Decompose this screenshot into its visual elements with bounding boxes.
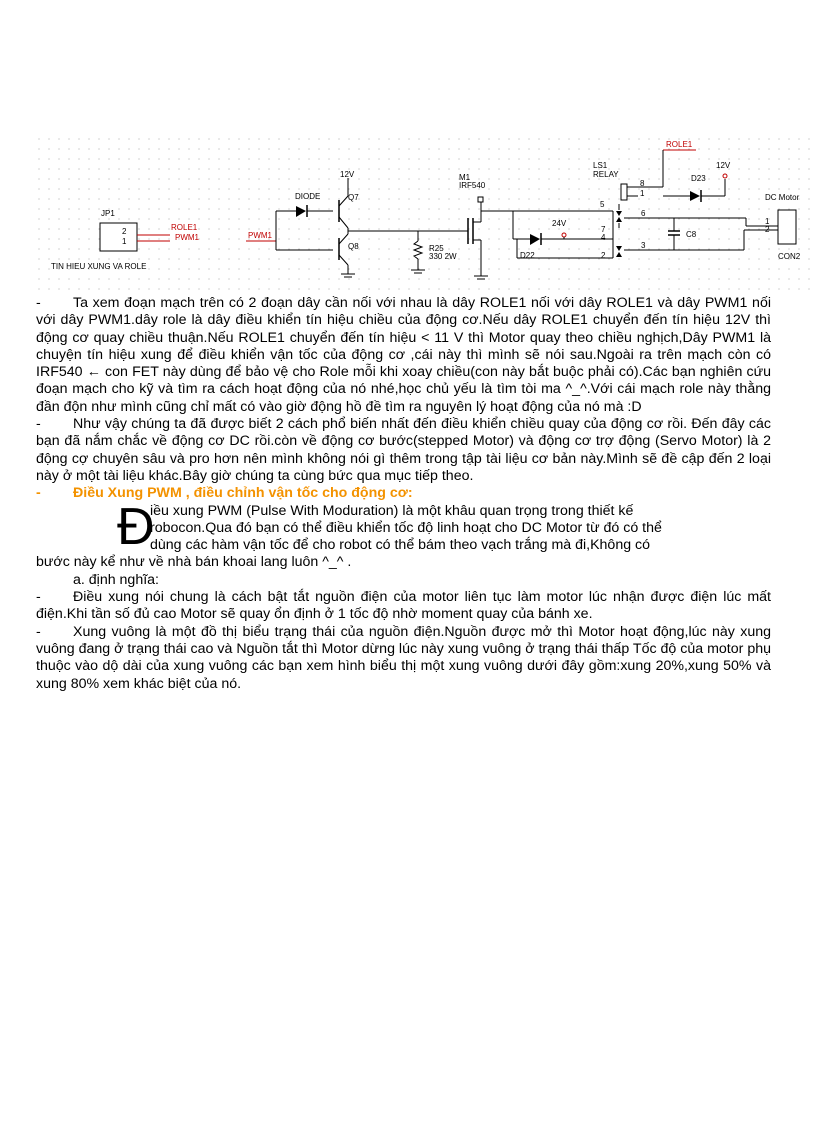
- bullet-dash: -: [36, 623, 41, 640]
- r25-label: R25: [429, 244, 444, 253]
- paragraph-4: [36, 624, 771, 693]
- subheading-a: a. định nghĩa:: [73, 571, 159, 588]
- dropcap-line-1: iều xung PWM (Pulse With Moduration) là một khâu quan trọng trong thiết kế: [150, 502, 634, 519]
- dropcap-line-4: bước này kể như về nhà bán khoai lang luôn ^_^ .: [36, 554, 352, 571]
- bullet-dash: -: [36, 416, 41, 433]
- m1-label: M1: [459, 173, 471, 182]
- v12-right-label: 12V: [716, 161, 731, 170]
- schematic-grid: [38, 138, 812, 294]
- v24-label: 24V: [552, 219, 567, 228]
- relay-pin6: 6: [641, 209, 646, 218]
- paragraph-2: [36, 416, 771, 485]
- v12-left-label: 12V: [340, 170, 355, 179]
- jp1-label: JP1: [101, 209, 115, 218]
- con2-pin2: 2: [765, 225, 770, 234]
- jp1-role1-label: ROLE1: [171, 223, 198, 232]
- dropcap-line-2: robocon.Qua đó bạn có thể điều khiển tốc độ linh hoạt cho DC Motor từ đó có thể: [150, 519, 662, 536]
- con2-pin1: 1: [765, 217, 770, 226]
- d22-label: D22: [520, 251, 535, 260]
- dc-motor-label: DC Motor: [765, 193, 800, 202]
- dropcap-line-3: dùng các hàm vận tốc để cho robot có thể bám theo vạch trắng mà đi,Không có: [150, 537, 651, 554]
- irf540-label: IRF540: [459, 181, 486, 190]
- relay-label: RELAY: [593, 170, 619, 179]
- relay-pin7: 7: [601, 225, 606, 234]
- role1-top-label: ROLE1: [666, 140, 693, 149]
- con2-label: CON2: [778, 252, 801, 261]
- paragraph-1: [36, 295, 771, 416]
- q8-label: Q8: [348, 242, 359, 251]
- r25-value: 330 2W: [429, 252, 457, 261]
- relay-pin4: 4: [601, 233, 606, 242]
- bullet-dash: -: [36, 295, 41, 311]
- d23-label: D23: [691, 174, 706, 183]
- relay-pin3: 3: [641, 241, 646, 250]
- relay-pin2: 2: [601, 251, 606, 260]
- jp1-pin1: 1: [122, 237, 127, 246]
- dropcap-letter: Đ: [117, 497, 155, 556]
- jp1-pwm1-label: PWM1: [175, 233, 199, 242]
- relay-pin8: 8: [640, 179, 645, 188]
- paragraph-1-text: Ta xem đoạn mạch trên có 2 đoạn dây cần nối với nhau là dây ROLE1 nối với dây ROLE1 và dây PWM1 nối với dây PWM1.dây role là dây điều khiển tín hiệu chiều của động cơ.Nếu dây ROLE1 chuyển đến tín hiệu 12V thì động cơ quay chiều thuận.Nếu ROLE1 chuyển đến tín hiệu < 11 V thì Motor quay theo chiều nghịch,Dây PWM1 là chuyện tín hiệu xung để điều khiển vận tốc của động cơ ,cái này thì mình sẽ nói sau.Ngoài ra trên mạch còn có IRF540 ← con FET này dùng để bảo vệ cho Role mỗi khi xoay chiều(con này bắt buộc phải có).Các bạn nghiên cứu đoạn mạch cho kỹ và tìm ra cách hoạt động của nó nhé,học chủ yếu là tìm tòi ma ^_^.Với cái mạch role này thằng đần độn như mình cũng chỉ mất có vào giờ động hồ đề tìm ra nguyên lý hoạt động của nó mà :D: [36, 295, 771, 415]
- relay-pin5: 5: [600, 200, 605, 209]
- section-heading-text: Điều Xung PWM , điều chỉnh vận tốc cho động cơ:: [73, 485, 413, 502]
- pwm1-input-label: PWM1: [248, 231, 272, 240]
- con2-connector-icon: [778, 210, 796, 244]
- diode-label: DIODE: [295, 192, 321, 201]
- circuit-schematic: [38, 138, 812, 294]
- paragraph-3: [36, 589, 771, 624]
- bullet-dash: -: [36, 589, 41, 606]
- paragraph-4-text: Xung vuông là một đồ thị biểu trạng thái của nguồn điện.Nguồn được mở thì Motor hoạt động,lúc này xung vuông đang ở trạng thái cao và Nguồn tắt thì Motor dừng lúc này xung vuông ở trạng thái thấp Tốc độ của motor phụ thuộc vào dộ dài của xung vuông các bạn xem hình biểu thị một xung vuông dưới đây gồm:xung 20%,xung 50% và xung 80% xem khác biệt của nó.: [36, 623, 771, 692]
- dropcap-paragraph: [36, 497, 771, 572]
- document-body: [36, 295, 771, 693]
- ls1-label: LS1: [593, 161, 608, 170]
- q7-label: Q7: [348, 193, 359, 202]
- relay-coil-icon: [621, 184, 627, 200]
- jp1-caption: TIN HIEU XUNG VA ROLE: [51, 262, 147, 271]
- paragraph-3-text: Điều xung nói chung là cách bật tắt nguồn điện của motor liên tục làm motor lúc nhận được điện lúc mất điện.Khi tần số đủ cao Motor sẽ quay ổn định ở 1 tốc độ nhờ moment quay của bánh xe.: [36, 589, 771, 623]
- jp1-pin2: 2: [122, 227, 127, 236]
- paragraph-2-text: Như vậy chúng ta đã được biết 2 cách phổ biến nhất đến điều khiển chiều quay của động cơ rồi. Đến đây các bạn đã nắm chắc về động cơ DC rồi.còn về động cơ bước(stepped Motor) và động cơ trợ động (Servo Motor) là 2 động cợ chuyên sâu và pro hơn nên mình không nói gì thêm trong tập tài liệu cơ bản này.Mình sẽ đề cập đến 2 loại này ở một tài liệu khác.Bây giờ chúng ta cùng bức qua mục tiếp theo.: [36, 416, 771, 484]
- relay-pin1: 1: [640, 189, 645, 198]
- bullet-dash: -: [36, 485, 41, 502]
- c8-label: C8: [686, 230, 697, 239]
